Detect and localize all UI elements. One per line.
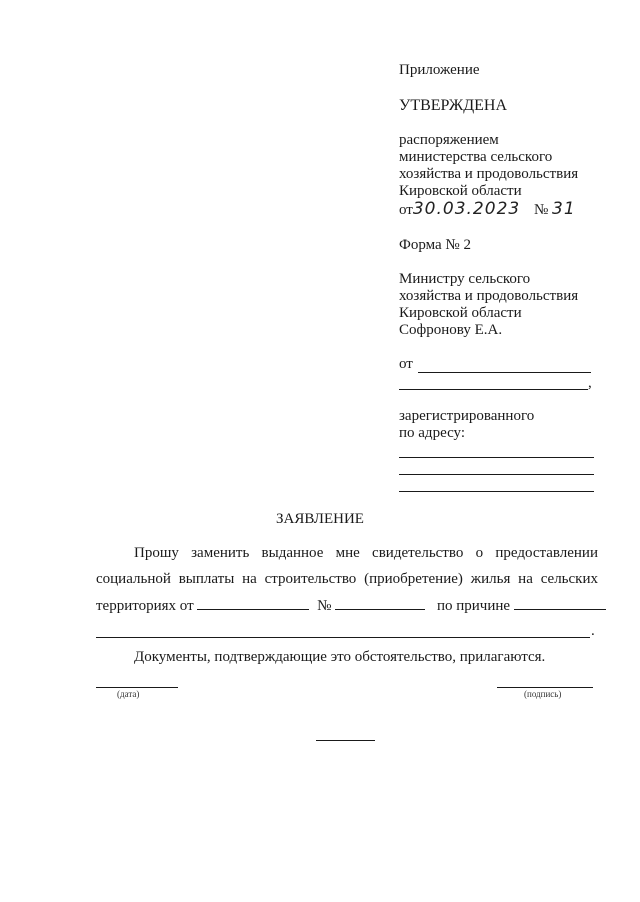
body-line-1: Прошу заменить выданное мне свидетельство о предоставлении: [134, 545, 598, 561]
address-field-1[interactable]: [399, 457, 594, 458]
order-line-4: Кировской области: [399, 183, 522, 199]
form-number: Форма № 2: [399, 237, 471, 253]
addressee-line-2: хозяйства и продовольствия: [399, 288, 579, 304]
body-line-2: социальной выплаты на строительство (приобретение) жилья на сельских: [96, 571, 598, 587]
date-caption: (дата): [117, 689, 140, 699]
order-line-2: министерства сельского: [399, 149, 553, 165]
certificate-number-field[interactable]: [335, 597, 425, 610]
addressee-line-3: Кировской области: [399, 305, 522, 321]
order-number-label: №: [533, 202, 549, 218]
addressee-line-1: Министру сельского: [399, 271, 531, 287]
address-field-2[interactable]: [399, 474, 594, 475]
address-label: по адресу:: [399, 425, 466, 441]
attachments-statement: Документы, подтверждающие это обстоятельство, прилагаются.: [134, 649, 546, 665]
order-number-handwritten: 31: [552, 199, 576, 219]
certificate-date-field[interactable]: [197, 597, 309, 610]
document-title: ЗАЯВЛЕНИЕ: [276, 511, 364, 527]
from-name-field-2[interactable]: [399, 389, 588, 390]
signature-field[interactable]: [497, 687, 593, 688]
body-line-3: [96, 597, 606, 615]
reason-field-continued[interactable]: [96, 637, 590, 638]
order-date-prefix: от: [399, 202, 413, 218]
closing-separator: [316, 740, 375, 741]
from-name-field[interactable]: [418, 372, 591, 373]
from-comma: ,: [588, 375, 592, 391]
from-prefix: от: [399, 356, 413, 372]
date-field[interactable]: [96, 687, 178, 688]
addressee-line-4: Софронову Е.А.: [399, 322, 503, 338]
reason-label: по причине: [436, 598, 511, 614]
address-field-3[interactable]: [399, 491, 594, 492]
order-line-3: хозяйства и продовольствия: [399, 166, 579, 182]
order-line-1: распоряжением: [399, 132, 499, 148]
territories-text: территориях от: [96, 598, 194, 614]
reason-end-period: .: [591, 623, 595, 639]
order-date-line: [399, 201, 576, 219]
certificate-number-label: №: [317, 598, 332, 614]
registered-label: зарегистрированного: [399, 408, 535, 424]
order-date-handwritten: 30.03.2023: [412, 199, 521, 219]
signature-caption: (подпись): [524, 689, 562, 699]
approved-label: УТВЕРЖДЕНА: [399, 97, 508, 114]
appendix-label: Приложение: [399, 62, 480, 78]
reason-field[interactable]: [514, 597, 606, 610]
